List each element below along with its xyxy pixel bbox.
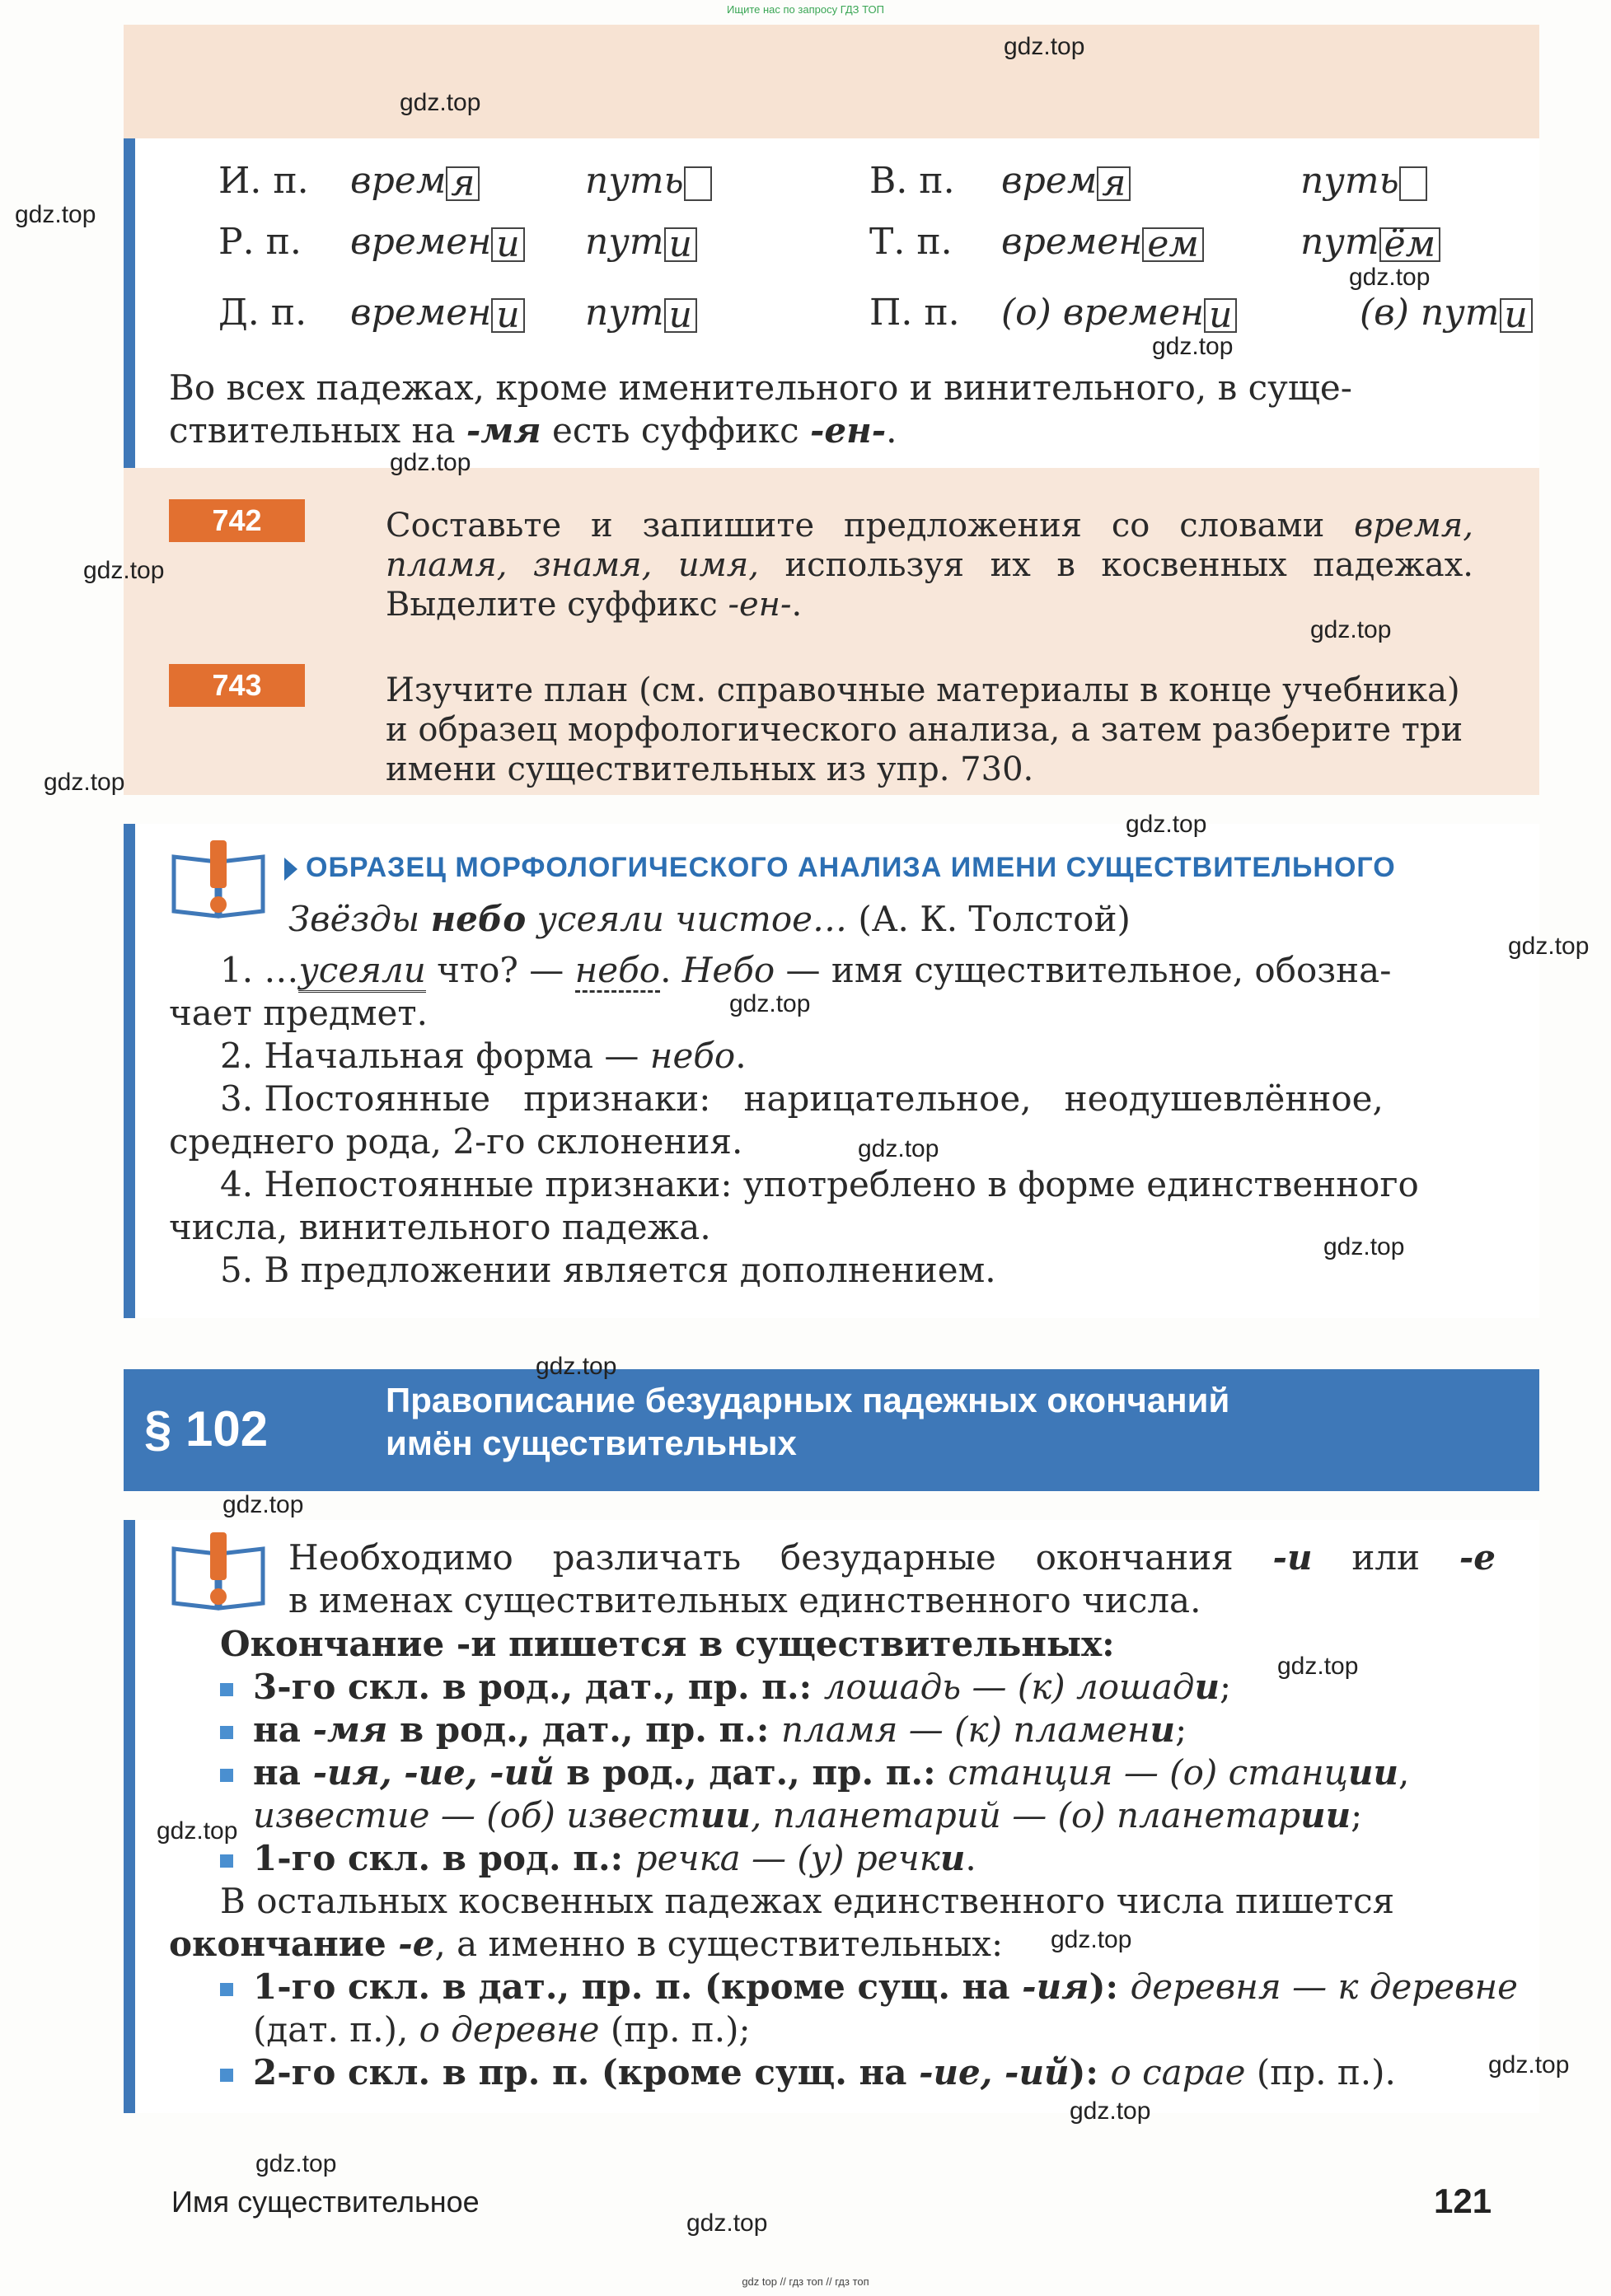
rule-subheading-i: Окончание -и пишется в существительных: — [220, 1624, 1115, 1664]
case-label: Р. п. — [218, 221, 302, 263]
declension-note-line2: ствительных на -мя есть суффикс -ен-. — [169, 410, 897, 451]
rule-item-1decl-gen: 1-го скл. в род. п.: речка — (у) речки. — [169, 1837, 1496, 1880]
word-put: путь — [585, 163, 712, 201]
exercise-742-line1: Составьте и запишите предложения со словами время, — [386, 507, 1473, 545]
word-vremya: врем я — [1001, 163, 1131, 201]
rule-item-2decl-prep: 2-го скл. в пр. п. (кроме сущ. на -ие, -ий): о сарае (пр. п.). — [169, 2051, 1496, 2094]
exercise-742-text — [386, 506, 1473, 624]
declension-blue-bar — [124, 138, 135, 468]
watermark: gdz.top — [1323, 1233, 1405, 1260]
sample-quote: Звёзды небо усеяли чистое… (А. К. Толстой) — [288, 899, 1131, 939]
exercise-743-text — [386, 671, 1473, 789]
word-vremeni: времен и — [350, 224, 525, 262]
watermark: gdz.top — [1488, 2051, 1570, 2079]
watermark: gdz.top — [400, 89, 481, 116]
exercise-743-line3: имени существительных из упр. 730. — [386, 751, 1034, 788]
watermark: gdz.top — [222, 1491, 304, 1518]
footer-chapter-title: Имя существительное — [171, 2185, 480, 2219]
watermark: gdz.top — [686, 2209, 768, 2237]
rule-item-1decl-dat-cont: (дат. п.), о деревне (пр. п.); — [253, 2009, 751, 2050]
section-number: § 102 — [144, 1401, 269, 1457]
word-o-vremeni: (о) времен и — [1001, 295, 1237, 333]
watermark: gdz.top — [1004, 33, 1085, 60]
sample-step-4-cont: числа, винительного падежа. — [169, 1207, 711, 1247]
watermark: gdz.top — [536, 1353, 617, 1380]
word-vremeni: времен и — [350, 295, 525, 333]
bottom-note: gdz top // гдз топ // гдз топ — [742, 2275, 869, 2288]
section-title: Правописание безударных падежных окончаний имён существительных — [386, 1381, 1230, 1462]
bullet-icon — [220, 1726, 233, 1739]
sample-step-4: 4. Непостоянные признаки: употреблено в форме единственного — [220, 1164, 1419, 1204]
sample-steps — [169, 949, 1496, 1292]
triangle-icon — [284, 858, 297, 881]
sample-heading: ОБРАЗЕЦ МОРФОЛОГИЧЕСКОГО АНАЛИЗА ИМЕНИ СУЩЕСТВИТЕЛЬНОГО — [284, 852, 1396, 884]
case-label: И. п. — [218, 160, 309, 202]
watermark: gdz.top — [255, 2150, 337, 2177]
bullet-icon — [220, 2069, 233, 2082]
bullet-icon — [220, 1854, 233, 1868]
rule-intro-line2: в именах существительных единственного числа. — [288, 1580, 1201, 1620]
word-puti: пут и — [585, 224, 697, 262]
sample-step-3: 3. Постоянные признаки: нарицательное, неодушевлённое, — [220, 1078, 1384, 1119]
rule-item-iya: на -ия, -ие, -ий в род., дат., пр. п.: станция — (о) станции, — [169, 1751, 1496, 1794]
bullet-icon — [220, 1983, 233, 1996]
rule-item-mya: на -мя в род., дат., пр. п.: пламя — (к) пламени; — [169, 1709, 1496, 1751]
sample-step-1: 1. …усеяли что? — небо. Небо — имя существительное, обозна- — [169, 949, 1496, 992]
word-puti: пут и — [585, 295, 697, 333]
word-v-puti: (в) пут и — [1360, 295, 1533, 333]
rule-item-iya-cont: известие — (об) известии, планетарий — (о) планетарии; — [253, 1795, 1363, 1835]
rule-item-3decl: 3-го скл. в род., дат., пр. п.: лошадь — (к) лошади; — [169, 1666, 1496, 1709]
case-label: Т. п. — [869, 221, 953, 263]
sample-step-5: 5. В предложении является дополнением. — [220, 1250, 996, 1290]
sample-step-3-cont: среднего рода, 2-го склонения. — [169, 1121, 743, 1162]
rule-remaining-line2: окончание -е, а именно в существительных: — [169, 1924, 1004, 1964]
sample-blue-bar — [124, 824, 135, 1318]
word-put: путь — [1300, 163, 1427, 201]
page-number: 121 — [1434, 2181, 1492, 2220]
watermark: gdz.top — [1152, 333, 1234, 360]
watermark: gdz.top — [15, 201, 96, 228]
book-warning-icon — [169, 840, 268, 923]
watermark: gdz.top — [1051, 1926, 1132, 1953]
exercise-743-line1: Изучите план (см. справочные материалы в конце учебника) — [386, 671, 1460, 709]
case-label: Д. п. — [218, 292, 307, 334]
watermark: gdz.top — [1277, 1653, 1359, 1680]
peach-background-top — [124, 25, 1539, 140]
watermark: gdz.top — [1349, 264, 1431, 291]
rule-remaining-line1: В остальных косвенных падежах единственного числа пишется — [220, 1881, 1395, 1921]
rule-intro — [288, 1536, 1496, 1622]
exercise-743-line2: и образец морфологического анализа, а затем разберите три — [386, 711, 1463, 749]
watermark: gdz.top — [858, 1135, 939, 1162]
exercise-742-line2: пламя, знамя, имя, используя их в косвенных падежах. — [386, 546, 1473, 584]
word-vremya: врем я — [350, 163, 480, 201]
book-warning-icon — [169, 1532, 268, 1615]
watermark: gdz.top — [1126, 811, 1207, 838]
watermark: gdz.top — [390, 449, 471, 476]
declension-note-line1: Во всех падежах, кроме именительного и винительного, в суще- — [169, 367, 1352, 408]
bullet-icon — [220, 1769, 233, 1782]
sample-step-2: 2. Начальная форма — небо. — [220, 1036, 747, 1076]
exercise-number-742: 742 — [169, 499, 305, 542]
rule-item-1decl-dat: 1-го скл. в дат., пр. п. (кроме сущ. на -ия): деревня — к деревне — [169, 1966, 1496, 2008]
top-search-note: Ищите нас по запросу ГДЗ ТОП — [727, 3, 884, 16]
word-vremenem: времен ем — [1001, 224, 1204, 262]
watermark: gdz.top — [1508, 933, 1590, 960]
watermark: gdz.top — [157, 1817, 238, 1845]
rule-intro-line1: Необходимо различать безударные окончания -и или -е — [288, 1537, 1496, 1578]
watermark: gdz.top — [729, 990, 811, 1017]
sample-step-1-cont: чает предмет. — [169, 993, 428, 1033]
rule-body — [169, 1623, 1519, 2094]
watermark: gdz.top — [1070, 2097, 1151, 2125]
watermark: gdz.top — [83, 557, 165, 584]
watermark: gdz.top — [1310, 616, 1392, 643]
case-label: П. п. — [869, 292, 960, 334]
case-label: В. п. — [869, 160, 955, 202]
declension-note — [169, 367, 1496, 452]
watermark: gdz.top — [44, 769, 125, 796]
exercise-742-line3: Выделите суффикс -ен-. — [386, 586, 803, 624]
word-putyom: пут ём — [1300, 224, 1440, 262]
rule-blue-bar — [124, 1520, 135, 2113]
exercise-number-743: 743 — [169, 664, 305, 707]
bullet-icon — [220, 1683, 233, 1696]
